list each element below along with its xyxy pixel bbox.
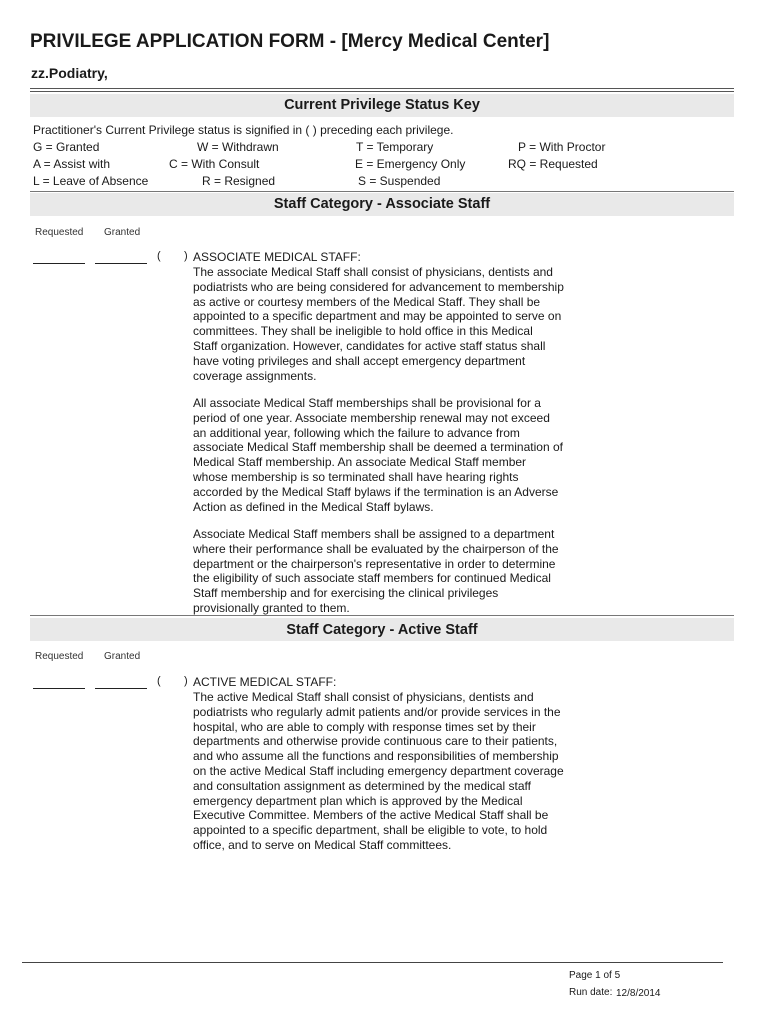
requested-column-label: Requested [35,651,84,662]
status-key-item: W = Withdrawn [197,140,279,154]
status-key-item: R = Resigned [202,174,276,188]
granted-field[interactable] [95,263,147,264]
status-paren-close: ) [184,250,188,262]
privilege-description: Associate Medical Staff members shall be assigned to a department where their performance shall be evaluated by the chairperson of the department or the chairperson's representative in order to determine the eligibility of such associate staff members for continued Medical Staff membership and for exercising the clinical privileges provisionally granted to them. [193,527,559,615]
section-heading: Staff Category - Active Staff [286,622,478,638]
privilege-description: The active Medical Staff shall consist of physicians, dentists and podiatrists who regularly admit patients and/or provide services in the hospital, who are able to comply with response times set by their departments and otherwise provide continuous care to their patients, and who assume all the functions and responsibilities of membership on the active Medical Staff including emergency department coverage and consultation assignment as determined by the medical staff emergency department plan which is approved by the Medical Executive Committee. Members of the active Medical Staff shall be appointed to a specific department, shall be eligible to vote, to hold office, and to serve on Medical Staff committees. [193,690,564,852]
divider [30,88,734,92]
page-number: Page 1 of 5 [569,970,621,981]
status-key-item: C = With Consult [169,157,260,171]
granted-field[interactable] [95,688,147,689]
status-key-item: S = Suspended [358,174,441,188]
requested-field[interactable] [33,688,85,689]
status-key-heading: Current Privilege Status Key [284,97,480,113]
status-paren-open: ( [157,675,161,687]
granted-column-label: Granted [104,227,141,238]
section-heading: Staff Category - Associate Staff [273,196,491,212]
department-subtitle: zz.Podiatry, [31,65,108,81]
divider [30,615,734,616]
requested-field[interactable] [33,263,85,264]
status-key-item: A = Assist with [33,157,111,171]
run-date: 12/8/2014 [616,988,661,999]
privilege-description: The associate Medical Staff shall consist of physicians, dentists and podiatrists who are being considered for advancement to membership as active or courtesy members of the Medical Staff. They shall be appointed to a specific department and may be appointed to serve on committees. They shall be ineligible to hold office in this Medical Staff organization. However, candidates for active staff status shall have voting privileges and shall accept emergency department coverage assignments. [193,265,564,383]
status-key-intro: Practitioner's Current Privilege status is signified in ( ) preceding each privilege. [33,123,454,137]
status-paren-open: ( [157,250,161,262]
divider [30,191,734,192]
footer-divider [22,962,723,963]
privilege-description: All associate Medical Staff memberships shall be provisional for a period of one year. Associate membership renewal may not exceed an additional year, following which the failure to advance from associate Medical Staff membership shall be deemed a termination of Medical Staff membership. An associate Medical Staff member whose membership is so terminated shall have hearing rights accorded by the Medical Staff bylaws if the termination is an Adverse Action as defined in the Medical Staff bylaws. [193,396,563,514]
status-key-item: T = Temporary [356,140,434,154]
status-key-item: G = Granted [33,140,100,154]
status-key-item: L = Leave of Absence [33,174,149,188]
status-key-item: P = With Proctor [518,140,606,154]
status-key-item: E = Emergency Only [355,157,466,171]
requested-column-label: Requested [35,227,84,238]
status-paren-close: ) [184,675,188,687]
granted-column-label: Granted [104,651,141,662]
privilege-item-title: ACTIVE MEDICAL STAFF: [193,675,337,689]
form-title: PRIVILEGE APPLICATION FORM - [Mercy Medical Center] [30,31,550,52]
run-date-label: Run date: [569,987,613,998]
status-key-item: RQ = Requested [508,157,598,171]
privilege-item-title: ASSOCIATE MEDICAL STAFF: [193,250,361,264]
